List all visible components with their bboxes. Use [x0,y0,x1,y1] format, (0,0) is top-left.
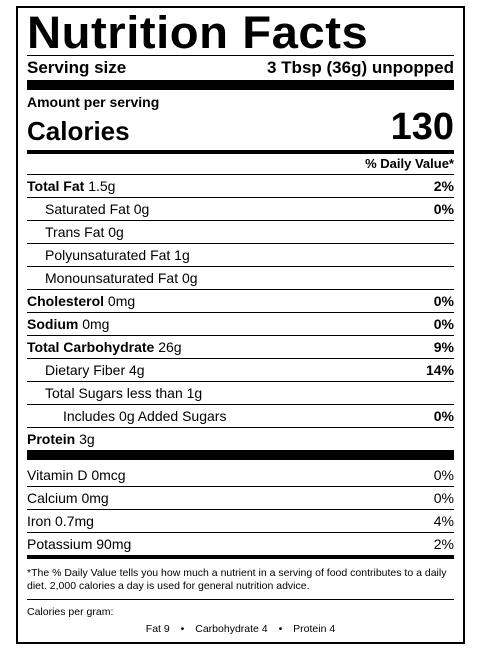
nutrient-row-polyunsaturated-fat [27,243,454,266]
nutrient-amount: 0mg [82,316,110,332]
divider-thick [27,80,454,90]
nutrient-dv: 0% [433,293,454,309]
nutrient-amount: 3g [79,431,95,447]
vitamin-name: Vitamin D 0mcg [27,467,126,483]
nutrient-row-total-carbohydrate [27,335,454,358]
nutrient-dv: 0% [433,316,454,332]
nutrient-name: Saturated Fat 0g [45,201,150,217]
nutrient-row-sodium [27,312,454,335]
label-title: Nutrition Facts [27,7,369,58]
nutrient-name: Polyunsaturated Fat 1g [45,247,190,263]
nutrient-name: Total Fat [27,178,85,194]
calories-per-gram-label: Calories per gram: [27,606,114,618]
nutrient-name: Dietary Fiber 4g [45,362,145,378]
vitamin-name: Potassium 90mg [27,536,132,552]
daily-value-footnote: *The % Daily Value tells you how much a nutrient in a serving of food contributes to a daily diet. 2,000 calories a day is used for general nutrition advice. [27,567,447,592]
serving-size-row [27,56,454,80]
nutrient-name: Trans Fat 0g [45,224,124,240]
nutrient-row-protein [27,427,454,450]
vitamin-name: Calcium 0mg [27,490,109,506]
nutrient-dv: 14% [425,362,454,378]
vitamin-row-iron [27,509,454,532]
calories-row [27,106,454,148]
nutrient-row-dietary-fiber [27,358,454,381]
serving-size-label: Serving size [27,58,127,77]
vitamin-row-potassium [27,532,454,555]
nutrition-facts-label [16,6,465,644]
nutrient-name: Sodium [27,316,79,332]
vitamin-row-calcium [27,486,454,509]
nutrient-dv: 2% [433,178,454,194]
cpg-fat: Fat 9 [145,623,170,635]
nutrient-row-total-fat [27,174,454,197]
vitamins-section [27,464,454,555]
nutrient-dv: 0% [433,408,454,424]
cpg-protein: Protein 4 [293,623,336,635]
daily-value-header: % Daily Value* [365,156,454,171]
nutrient-row-cholesterol [27,289,454,312]
vitamin-name: Iron 0.7mg [27,513,94,529]
vitamin-dv: 0% [433,467,454,483]
cpg-carbohydrate: Carbohydrate 4 [195,623,268,635]
nutrient-name: Monounsaturated Fat 0g [45,270,198,286]
nutrient-row-saturated-fat [27,197,454,220]
nutrient-dv: 9% [433,339,454,355]
nutrient-name: Includes 0g Added Sugars [63,408,227,424]
nutrient-row-added-sugars [27,404,454,427]
cpg-separator: • [180,623,185,635]
vitamin-row-vitamin-d [27,464,454,486]
nutrient-name: Total Carbohydrate [27,339,155,355]
vitamin-dv: 0% [433,490,454,506]
amount-per-serving: Amount per serving [27,94,160,110]
nutrient-name: Cholesterol [27,293,105,309]
calories-value: 130 [390,106,454,148]
calories-per-gram-values [27,619,454,636]
vitamin-dv: 4% [433,513,454,529]
nutrient-amount: 1.5g [88,178,116,194]
divider-thick [27,450,454,460]
nutrient-name: Total Sugars less than 1g [45,385,203,401]
vitamin-dv: 2% [433,536,454,552]
nutrient-name: Protein [27,431,76,447]
nutrient-row-monounsaturated-fat [27,266,454,289]
nutrient-dv: 0% [433,201,454,217]
nutrient-row-total-sugars [27,381,454,404]
nutrient-amount: 0mg [107,293,136,309]
nutrient-row-trans-fat [27,220,454,243]
serving-size-value: 3 Tbsp (36g) unpopped [267,58,454,77]
cpg-separator: • [278,623,283,635]
nutrient-amount: 26g [158,339,182,355]
calories-label: Calories [27,116,130,146]
